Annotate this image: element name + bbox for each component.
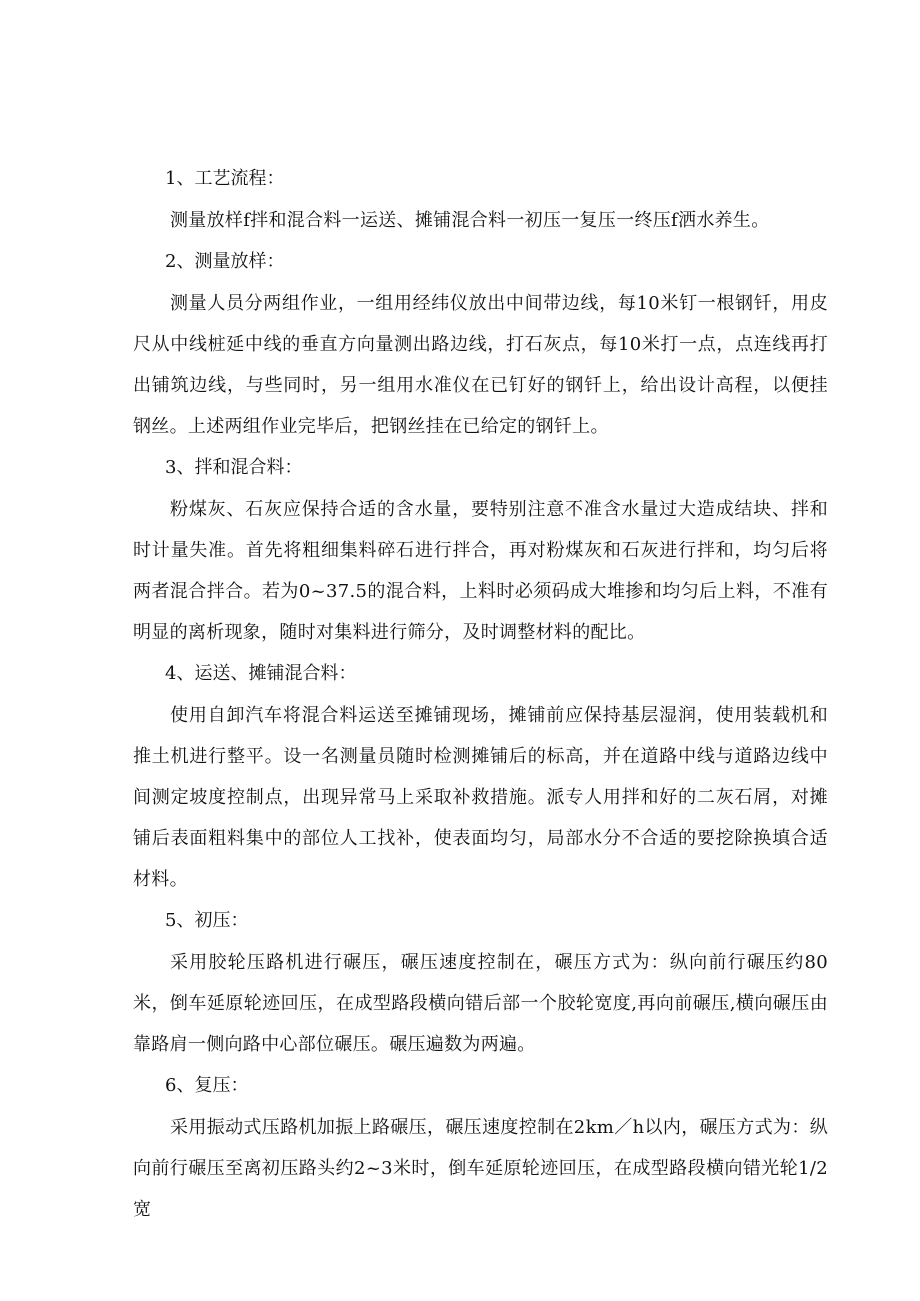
section-heading-5: 5、初压： <box>165 910 249 931</box>
section-paragraph-1: 测量放样f拌和混合料一运送、摊铺混合料一初压一复压一终压f洒水养生。 <box>170 210 770 231</box>
section-heading-6: 6、复压： <box>165 1075 249 1096</box>
section-heading-4: 4、运送、摊铺混合料： <box>165 663 357 684</box>
section-heading-1: 1、工艺流程： <box>165 168 285 189</box>
section-paragraph-2: 测量人员分两组作业，一组用经纬仪放出中间带边线，每10米钉一根钢钎，用皮尺从中线桩延中线的垂直方向量测出路边线，打石灰点，每10米打一点，点连线再打出铺筑边线，与些同时，另一组用水准仪在已钉好的钢钎上，给出设计高程，以便挂钢丝。上述两组作业完毕后，把钢丝挂在已给定的钢钎上。 <box>133 293 828 437</box>
section-paragraph-6: 采用振动式压路机加振上路碾压，碾压速度控制在2km／h以内，碾压方式为：纵向前行碾压至离初压路头约2~3米时，倒车延原轮迹回压，在成型路段横向错光轮1/2宽 <box>133 1117 828 1220</box>
section-heading-2: 2、测量放样： <box>165 251 285 272</box>
section-paragraph-3: 粉煤灰、石灰应保持合适的含水量，要特别注意不准含水量过大造成结块、拌和时计量失准。首先将粗细集料碎石进行拌合，再对粉煤灰和石灰进行拌和，均匀后将两者混合拌合。若为0~37.5的混合料，上料时必须码成大堆掺和均匀后上料，不准有明显的离析现象，随时对集料进行筛分，及时调整材料的配比。 <box>133 499 828 643</box>
section-paragraph-5: 采用胶轮压路机进行碾压，碾压速度控制在，碾压方式为：纵向前行碾压约80米，倒车延原轮迹回压，在成型路段横向错后部一个胶轮宽度,再向前碾压,横向碾压由靠路肩一侧向路中心部位碾压。碾压遍数为两遍。 <box>133 952 828 1055</box>
section-heading-3: 3、拌和混合料： <box>165 457 303 478</box>
section-paragraph-4: 使用自卸汽车将混合料运送至摊铺现场，摊铺前应保持基层湿润，使用装载机和推土机进行整平。设一名测量员随时检测摊铺后的标高，并在道路中线与道路边线中间测定坡度控制点，出现异常马上采取补救措施。派专人用拌和好的二灰石屑，对摊铺后表面粗料集中的部位人工找补，使表面均匀，局部水分不合适的要挖除换填合适材料。 <box>133 705 828 890</box>
document-body <box>133 158 828 1230</box>
